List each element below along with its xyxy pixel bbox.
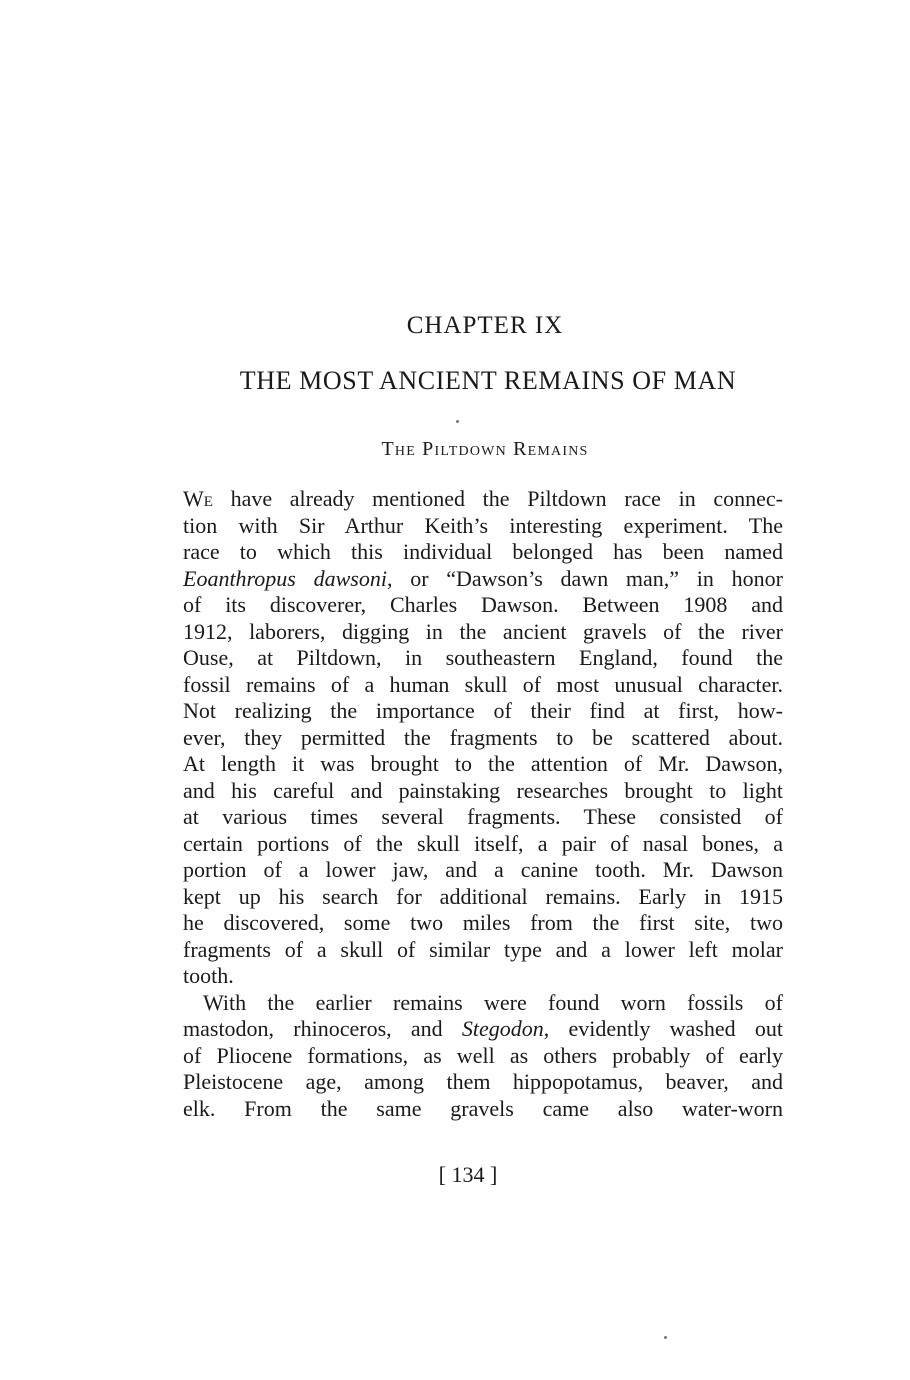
text-line: fragments of a skull of similar type and a lower left molar (183, 936, 783, 962)
text-line: ever, they permitted the fragments to be scattered about. (183, 724, 783, 750)
text-line: fossil remains of a human skull of most unusual character. (183, 671, 783, 697)
dropword: We (183, 486, 213, 511)
text-line: tooth. (183, 963, 234, 988)
body-text (183, 486, 783, 1122)
print-speck (664, 1336, 667, 1339)
text-line: Ouse, at Piltdown, in southeastern England, found the (183, 645, 783, 670)
text-line: With the earlier remains were found worn fossils of (203, 989, 783, 1015)
genus-name: Stegodon (461, 1016, 544, 1041)
text-line: Not realizing the importance of their find at first, how- (183, 698, 783, 723)
section-title: The Piltdown Remains (381, 438, 589, 460)
text-line: tion with Sir Arthur Keith’s interesting experiment. The (183, 512, 783, 538)
text-line: portion of a lower jaw, and a canine tooth. Mr. Dawson (183, 857, 783, 882)
text-line: elk. From the same gravels came also water-worn (183, 1095, 783, 1121)
text-line: of its discoverer, Charles Dawson. Between 1908 and (183, 592, 783, 617)
text-line: certain portions of the skull itself, a pair of nasal bones, a (183, 830, 783, 856)
text-line: mastodon, rhinoceros, and Stegodon, evidently washed out (183, 1016, 783, 1041)
text-line: race to which this individual belonged has been named (183, 539, 783, 564)
text-line: he discovered, some two miles from the first site, two (183, 910, 783, 935)
chapter-title: THE MOST ANCIENT REMAINS OF MAN (239, 366, 737, 395)
print-speck (456, 420, 459, 423)
text-line: Pleistocene age, among them hippopotamus, beaver, and (183, 1069, 783, 1094)
text-line: At length it was brought to the attention of Mr. Dawson, (183, 751, 783, 776)
species-name: Eoanthropus dawsoni (183, 565, 387, 591)
text-line: kept up his search for additional remains. Early in 1915 (183, 883, 783, 909)
text-line: at various times several fragments. These consisted of (183, 804, 783, 829)
text-line: 1912, laborers, digging in the ancient gravels of the river (183, 618, 783, 644)
text-line: and his careful and painstaking researches brought to light (183, 777, 783, 803)
text-line: Eoanthropus dawsoni, or “Dawson’s dawn man,” in honor (183, 565, 783, 591)
chapter-label: CHAPTER IX (406, 312, 564, 339)
text-line: of Pliocene formations, as well as others probably of early (183, 1042, 783, 1068)
page-number: [ 134 ] (438, 1162, 498, 1187)
text-line: We have already mentioned the Piltdown race in connec- (183, 486, 783, 511)
